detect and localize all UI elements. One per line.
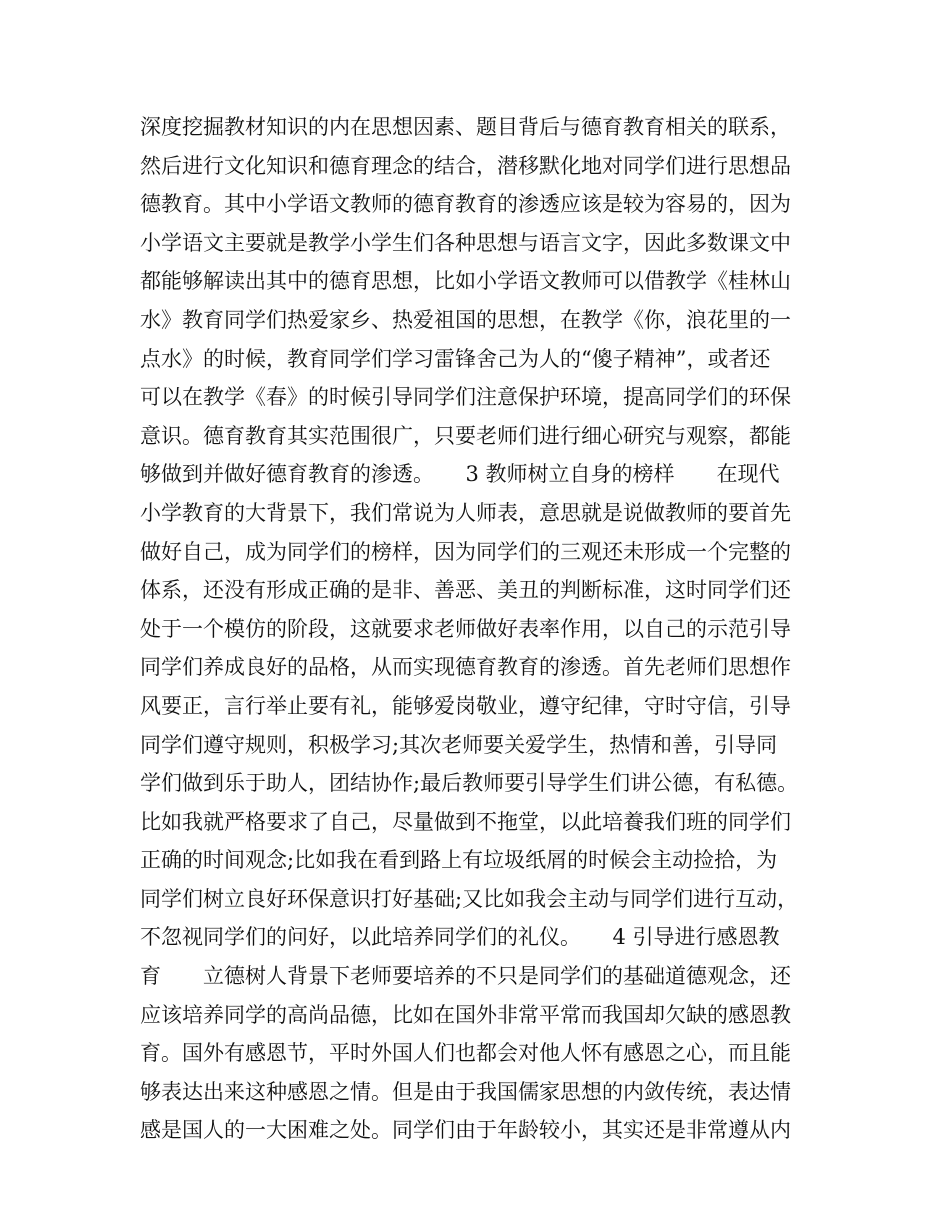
- text-line: 应该培养同学的高尚品德，比如在国外非常平常而我国却欠缺的感恩教: [140, 1002, 791, 1027]
- text-line: 同学们养成良好的品格，从而实现德育教育的渗透。首先老师们思想作: [140, 655, 791, 680]
- text-line: 风要正，言行举止要有礼，能够爱岗敬业，遵守纪律，守时守信，引导: [140, 693, 791, 718]
- text-line: 德教育。其中小学语文教师的德育教育的渗透应该是较为容易的，因为: [140, 192, 791, 217]
- text-line: 做好自己，成为同学们的榜样，因为同学们的三观还未形成一个完整的: [140, 539, 791, 564]
- text-line: 深度挖掘教材知识的内在思想因素、题目背后与德育教育相关的联系，: [140, 115, 791, 139]
- text-line: 同学们树立良好环保意识打好基础;又比如我会主动与同学们进行互动，: [140, 886, 799, 911]
- text-line: 小学教育的大背景下，我们常说为人师表，意思就是说做教师的要首先: [140, 500, 791, 525]
- text-line: 育。国外有感恩节，平时外国人们也都会对他人怀有感恩之心，而且能: [140, 1041, 791, 1066]
- text-line: 够做到并做好德育教育的渗透。 3 教师树立自身的榜样 在现代: [140, 462, 780, 487]
- text-line: 小学语文主要就是教学小学生们各种思想与语言文字，因此多数课文中: [140, 230, 791, 255]
- text-line: 感是国人的一大困难之处。同学们由于年龄较小，其实还是非常遵从内: [140, 1118, 791, 1143]
- body-text: [140, 108, 820, 1150]
- text-line: 处于一个模仿的阶段，这就要求老师做好表率作用，以自己的示范引导: [140, 616, 791, 641]
- text-line: 都能够解读出其中的德育思想，比如小学语文教师可以借教学《桂林山: [140, 269, 791, 294]
- text-line: 然后进行文化知识和德育理念的结合，潜移默化地对同学们进行思想品: [140, 153, 791, 178]
- text-line: 正确的时间观念;比如我在看到路上有垃圾纸屑的时候会主动捡拾，为: [140, 848, 778, 873]
- text-line: 学们做到乐于助人，团结协作;最后教师要引导学生们讲公德，有私德。: [140, 771, 799, 796]
- text-line: 比如我就严格要求了自己，尽量做到不拖堂，以此培養我们班的同学们: [140, 809, 791, 834]
- text-line: 意识。德育教育其实范围很广，只要老师们进行细心研究与观察，都能: [140, 423, 791, 448]
- text-line: 点水》的时候，教育同学们学习雷锋舍己为人的“傻子精神”，或者还: [140, 346, 771, 371]
- text-line: 水》教育同学们热爱家乡、热爱祖国的思想，在教学《你，浪花里的一: [140, 307, 791, 332]
- text-line: 可以在教学《春》的时候引导同学们注意保护环境，提高同学们的环保: [140, 385, 791, 410]
- text-line: 够表达出来这种感恩之情。但是由于我国儒家思想的内敛传统，表达情: [140, 1079, 791, 1104]
- text-line: 同学们遵守规则，积极学习;其次老师要关爱学生，热情和善，引导同: [140, 732, 778, 757]
- text-line: 体系，还没有形成正确的是非、善恶、美丑的判断标准，这时同学们还: [140, 578, 791, 603]
- text-line: 不忽视同学们的问好，以此培养同学们的礼仪。 4 引导进行感恩教: [140, 925, 780, 950]
- text-line: 育 立德树人背景下老师要培养的不只是同学们的基础道德观念，还: [140, 964, 791, 989]
